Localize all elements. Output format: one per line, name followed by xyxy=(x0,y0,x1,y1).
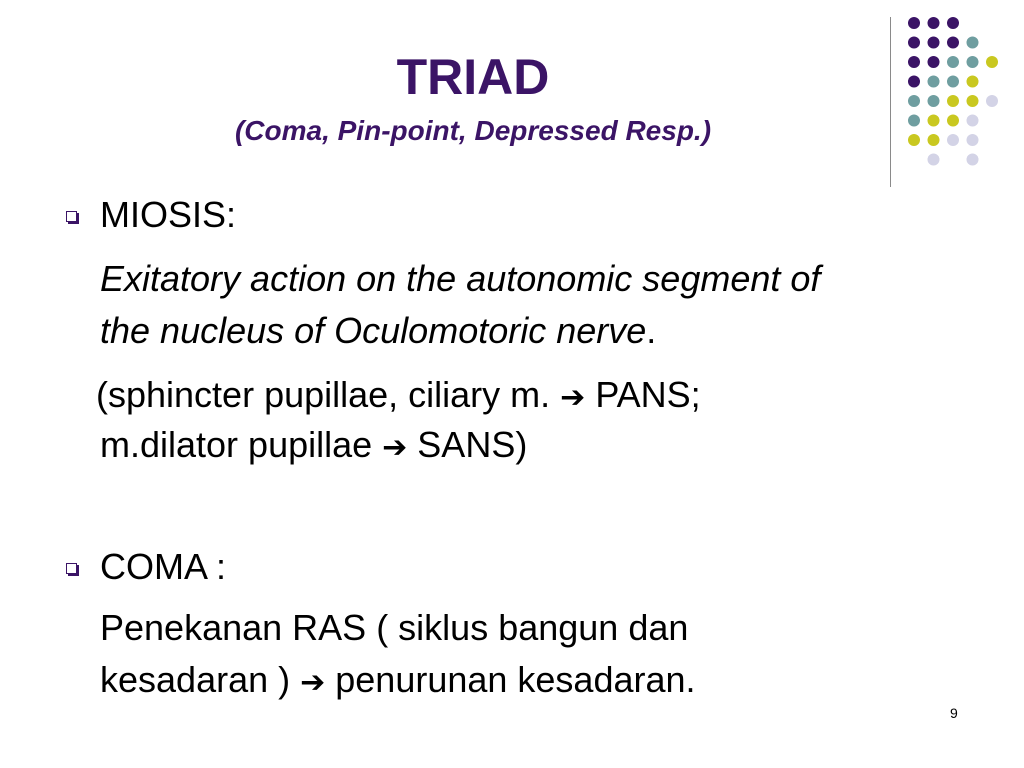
decorative-dot xyxy=(908,76,920,88)
decorative-dot xyxy=(986,95,998,107)
decorative-dot xyxy=(908,115,920,127)
miosis-note-line-1-b: PANS; xyxy=(585,374,701,415)
right-arrow-icon: ➔ xyxy=(300,665,326,700)
dot-grid-icon xyxy=(904,16,1014,166)
decorative-dot xyxy=(947,95,959,107)
miosis-body-line-1: Exitatory action on the autonomic segment of xyxy=(100,258,821,299)
decorative-dot xyxy=(947,17,959,29)
miosis-note-line-2-a: m.dilator pupillae xyxy=(100,424,383,465)
coma-body-line-1: Penekanan RAS ( siklus bangun dan xyxy=(100,607,689,648)
miosis-body-line-2-period: . xyxy=(646,310,657,351)
miosis-note-line-2-b: SANS) xyxy=(407,424,528,465)
slide-title: TRIAD xyxy=(396,49,550,105)
coma-body-line-2-a: kesadaran ) xyxy=(100,659,301,700)
decorative-dot xyxy=(928,154,940,166)
section-heading-coma: COMA : xyxy=(100,546,227,587)
decorative-dot xyxy=(908,95,920,107)
decorative-dot xyxy=(967,154,979,166)
dot-grid-decoration xyxy=(904,16,1014,166)
decorative-dot xyxy=(967,76,979,88)
right-arrow-icon: ➔ xyxy=(382,430,408,465)
decorative-dot xyxy=(947,115,959,127)
decorative-dot xyxy=(928,115,940,127)
page-number: 9 xyxy=(950,705,958,721)
miosis-body-line-2 xyxy=(100,305,656,357)
decorative-dot xyxy=(967,115,979,127)
divider-line xyxy=(890,17,891,187)
hollow-square-bullet-icon xyxy=(66,563,77,574)
hollow-square-bullet-icon xyxy=(66,211,77,222)
section-heading-miosis: MIOSIS: xyxy=(100,194,237,235)
decorative-dot xyxy=(928,134,940,146)
right-arrow-icon: ➔ xyxy=(560,380,586,415)
miosis-note-line-1-a: (sphincter pupillae, ciliary m. xyxy=(96,374,561,415)
decorative-dot xyxy=(908,17,920,29)
decorative-dot xyxy=(967,56,979,68)
decorative-dot xyxy=(908,37,920,49)
miosis-note-line-2 xyxy=(100,419,527,474)
coma-body-line-2 xyxy=(100,654,696,709)
decorative-dot xyxy=(928,56,940,68)
decorative-dot xyxy=(908,134,920,146)
decorative-dot xyxy=(967,95,979,107)
decorative-dot xyxy=(986,56,998,68)
decorative-dot xyxy=(947,56,959,68)
decorative-dot xyxy=(967,134,979,146)
decorative-dot xyxy=(947,37,959,49)
decorative-dot xyxy=(928,17,940,29)
decorative-dot xyxy=(947,76,959,88)
miosis-note-line-1 xyxy=(96,369,701,424)
coma-body-line-2-b: penurunan kesadaran. xyxy=(325,659,696,700)
decorative-dot xyxy=(947,134,959,146)
decorative-dot xyxy=(928,37,940,49)
decorative-dot xyxy=(908,56,920,68)
decorative-dot xyxy=(928,95,940,107)
slide-subtitle: (Coma, Pin-point, Depressed Resp.) xyxy=(234,115,712,146)
decorative-dot xyxy=(928,76,940,88)
miosis-body-line-2-text: the nucleus of Oculomotoric nerve xyxy=(100,310,647,351)
decorative-dot xyxy=(967,37,979,49)
